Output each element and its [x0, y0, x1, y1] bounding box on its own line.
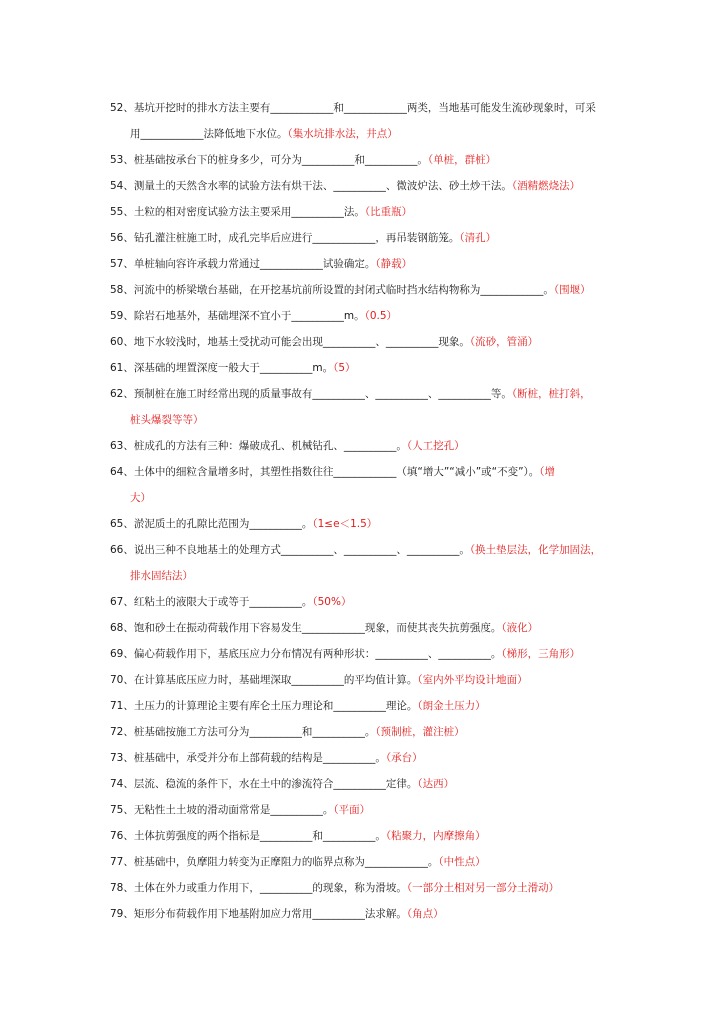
question-text: 偏心荷载作用下，基底压应力分布情况有两种形状：__________、__________。	[133, 648, 502, 660]
answer-text: （集水坑排水法，井点）	[287, 128, 398, 140]
answer-text: （流砂，管涌）	[469, 336, 539, 348]
question-67	[110, 595, 624, 609]
question-text: 无粘性土土坡的滑动面常常是__________。	[133, 804, 334, 816]
question-number: 76、	[110, 830, 134, 842]
answer-text: （比重瓶）	[364, 206, 413, 218]
answer-text: （粘聚力，内摩擦角）	[385, 830, 486, 842]
question-text: 钻孔灌注桩施工时，成孔完毕后应进行____________，再吊装钢筋笼。	[133, 232, 460, 244]
question-number: 69、	[110, 648, 134, 660]
question-text: 深基础的埋置深度一般大于__________m。	[133, 362, 334, 374]
question-72	[110, 725, 624, 739]
question-number: 77、	[110, 856, 134, 868]
answer-text: （酒精燃烧法）	[511, 180, 581, 192]
question-62	[110, 387, 624, 401]
question-54	[110, 179, 624, 193]
question-text: 红粘土的液限大于或等于__________。	[133, 596, 313, 608]
question-text: 地下水较浅时，地基土受扰动可能会出现__________、__________现象。	[133, 336, 470, 348]
answer-text: （0.5）	[364, 310, 398, 322]
question-69	[110, 647, 624, 661]
question-number: 63、	[110, 440, 134, 452]
answer-text: （静载）	[375, 258, 413, 270]
answer-text: （平面）	[333, 804, 371, 816]
question-number: 57、	[110, 258, 134, 270]
question-70	[110, 673, 624, 687]
question-text: 河流中的桥梁墩台基础，在开挖基坑前所设置的封闭式临时挡水结构物称为____________。	[133, 284, 554, 296]
question-62-continued	[130, 413, 624, 427]
question-64	[110, 465, 624, 479]
answer-text: （室内外平均设计地面）	[417, 674, 528, 686]
question-60	[110, 335, 624, 349]
question-text: 除岩石地基外，基础埋深不宜小于__________m。	[133, 310, 365, 322]
question-65	[110, 517, 624, 531]
question-number: 67、	[110, 596, 134, 608]
question-number: 78、	[110, 882, 134, 894]
question-text: 桩基础中，负摩阻力转变为正摩阻力的临界点称为____________。	[133, 856, 439, 868]
question-text: 在计算基底压应力时，基础埋深取__________的平均值计算。	[133, 674, 418, 686]
question-71	[110, 699, 624, 713]
question-77	[110, 855, 624, 869]
question-55	[110, 205, 624, 219]
question-number: 52、	[110, 102, 134, 114]
question-number: 73、	[110, 752, 134, 764]
answer-text: 排水固结法）	[130, 570, 193, 582]
question-text: 淤泥质土的孔隙比范围为__________。	[133, 518, 313, 530]
answer-text: （一部分土相对另一部分土滑动）	[406, 882, 560, 894]
question-text: 单桩轴向容许承载力常通过____________试验确定。	[133, 258, 376, 270]
question-number: 62、	[110, 388, 134, 400]
answer-text: （增	[539, 466, 556, 478]
question-74	[110, 777, 624, 791]
answer-text: （梯形，三角形）	[501, 648, 581, 660]
question-59	[110, 309, 624, 323]
answer-text: （预制桩，灌注桩）	[375, 726, 465, 738]
answer-text: （达西）	[417, 778, 455, 790]
question-number: 55、	[110, 206, 134, 218]
question-number: 64、	[110, 466, 134, 478]
question-number: 53、	[110, 154, 134, 166]
answer-text: 大）	[130, 492, 151, 504]
question-text: 土压力的计算理论主要有库仑土压力理论和__________理论。	[133, 700, 418, 712]
question-number: 59、	[110, 310, 134, 322]
question-number: 61、	[110, 362, 134, 374]
answer-text: （单桩，群桩）	[427, 154, 497, 166]
question-53	[110, 153, 624, 167]
answer-text: （朗金土压力）	[417, 700, 486, 712]
answer-text: （承台）	[385, 752, 423, 764]
question-number: 68、	[110, 622, 134, 634]
answer-text: （清孔）	[459, 232, 497, 244]
question-text: 土体中的细粒含量增多时，其塑性指数往往____________（填“增大”“减小”或“不变”）。	[133, 466, 540, 478]
question-73	[110, 751, 624, 765]
question-text: 预制桩在施工时经常出现的质量事故有__________、__________、__________等。	[133, 388, 512, 400]
answer-text: （角点）	[406, 908, 444, 920]
question-number: 66、	[110, 544, 134, 556]
question-text: 桩基础按承台下的桩身多少，可分为__________和__________。	[133, 154, 428, 166]
question-52	[110, 101, 624, 115]
question-text: 基坑开挖时的排水方法主要有____________和____________两类，当地基可能发生流砂现象时，可采	[133, 102, 596, 114]
question-text: 矩形分布荷载作用下地基附加应力常用__________法求解。	[133, 908, 407, 920]
question-number: 72、	[110, 726, 134, 738]
question-number: 71、	[110, 700, 134, 712]
answer-text: （断桩，桩打斜，	[511, 388, 591, 400]
answer-text: （1≤e＜1.5）	[312, 518, 378, 530]
question-57	[110, 257, 624, 271]
question-text: 用____________法降低地下水位。	[130, 128, 288, 140]
question-text: 说出三种不良地基土的处理方式__________、__________、__________。	[133, 544, 470, 556]
question-75	[110, 803, 624, 817]
answer-text: （5）	[333, 362, 356, 374]
question-text: 土粒的相对密度试验方法主要采用__________法。	[133, 206, 365, 218]
question-58	[110, 283, 624, 297]
answer-text: （液化）	[501, 622, 539, 634]
question-number: 75、	[110, 804, 134, 816]
question-number: 74、	[110, 778, 134, 790]
answer-text: （中性点）	[438, 856, 486, 868]
answer-text: （人工挖孔）	[406, 440, 465, 452]
question-61	[110, 361, 624, 375]
question-number: 56、	[110, 232, 134, 244]
question-78	[110, 881, 624, 895]
answer-text: （50%）	[312, 596, 352, 608]
question-76	[110, 829, 624, 843]
question-52-continued	[130, 127, 624, 141]
question-number: 79、	[110, 908, 134, 920]
question-number: 54、	[110, 180, 134, 192]
question-text: 测量土的天然含水率的试验方法有烘干法、__________、微波炉法、砂土炒干法。	[133, 180, 512, 192]
question-63	[110, 439, 624, 453]
question-66-continued	[130, 569, 624, 583]
answer-text: （围堰）	[553, 284, 591, 296]
question-text: 桩基础按施工方法可分为__________和__________。	[133, 726, 376, 738]
question-68	[110, 621, 624, 635]
question-text: 土体抗剪强度的两个指标是__________和__________。	[133, 830, 386, 842]
question-number: 65、	[110, 518, 134, 530]
question-number: 60、	[110, 336, 134, 348]
question-66	[110, 543, 624, 557]
question-number: 70、	[110, 674, 134, 686]
question-56	[110, 231, 624, 245]
answer-text: （换土垫层法，化学加固法，	[469, 544, 602, 556]
question-79	[110, 907, 624, 921]
question-text: 桩成孔的方法有三种：爆破成孔、机械钻孔、__________。	[133, 440, 407, 452]
question-text: 桩基础中，承受并分布上部荷载的结构是__________。	[133, 752, 386, 764]
answer-text: 桩头爆裂等等）	[130, 414, 204, 426]
question-64-continued	[130, 491, 624, 505]
question-text: 饱和砂土在振动荷载作用下容易发生____________现象，而使其丧失抗剪强度。	[133, 622, 502, 634]
question-number: 58、	[110, 284, 134, 296]
question-text: 层流、稳流的条件下，水在土中的渗流符合__________定律。	[133, 778, 418, 790]
question-text: 土体在外力或重力作用下，__________的现象，称为滑坡。	[133, 882, 407, 894]
